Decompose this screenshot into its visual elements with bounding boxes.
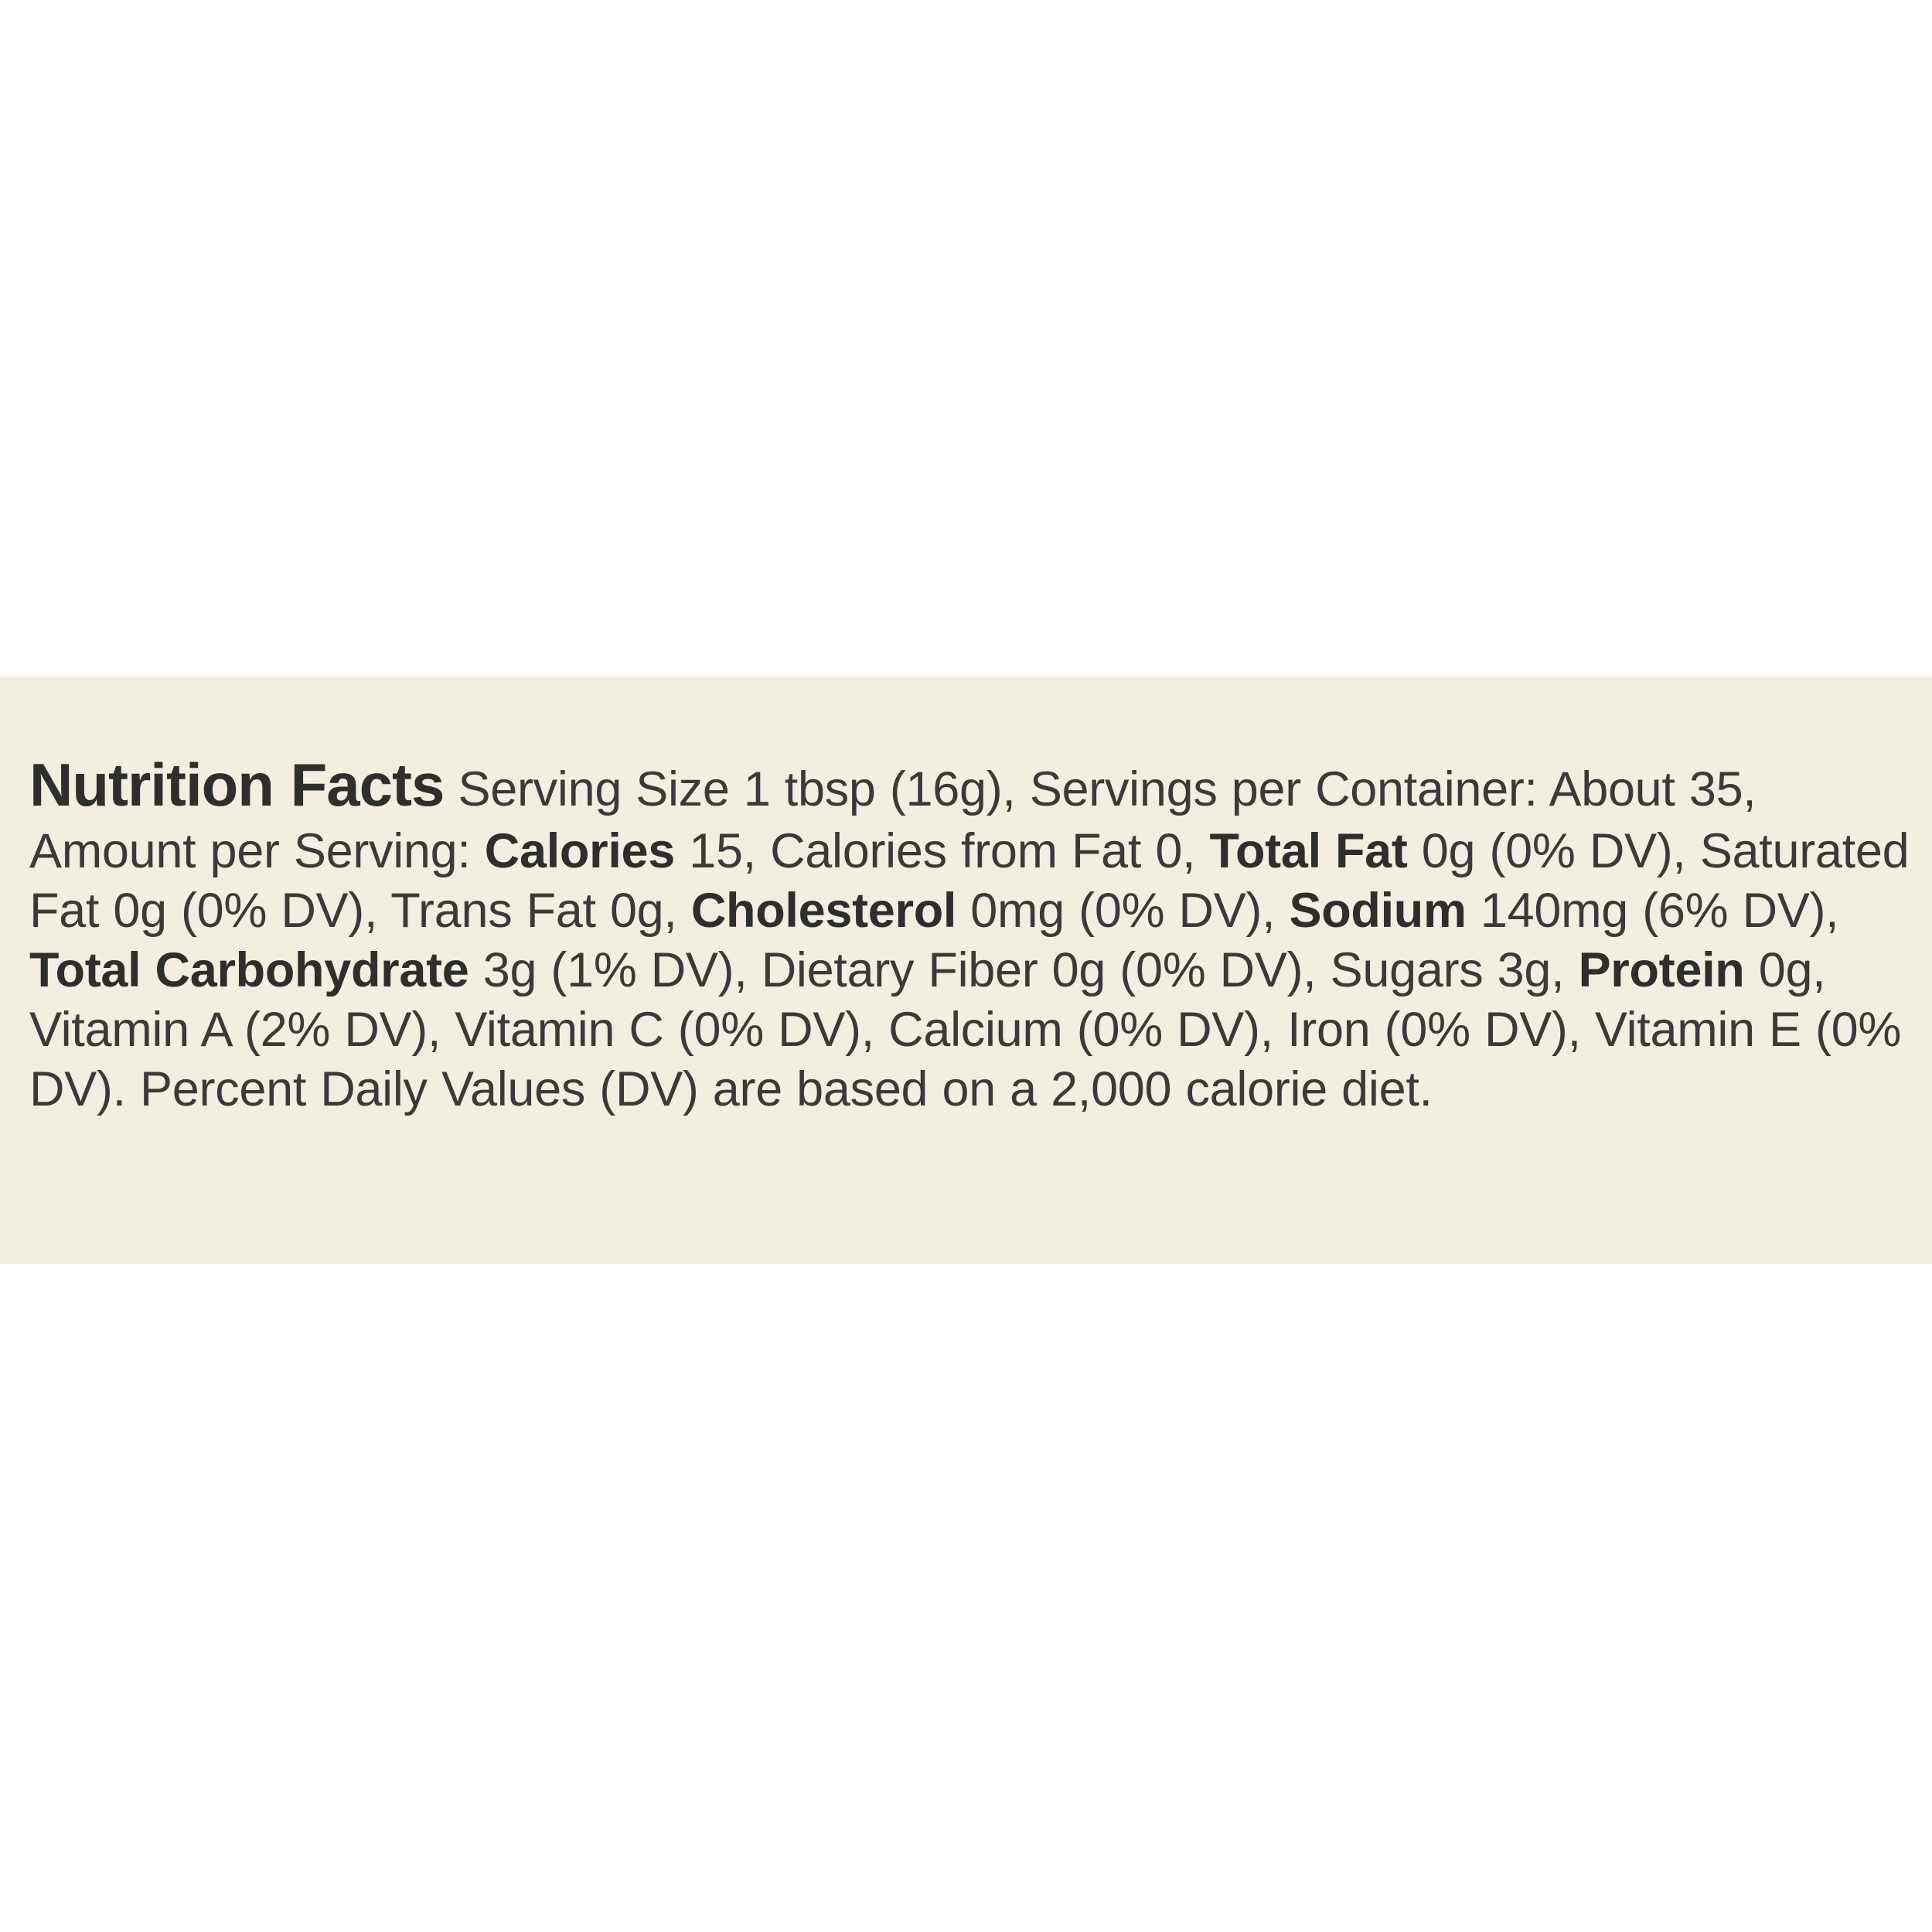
nutrition-facts-content xyxy=(29,700,1917,1167)
nutrient-values: Serving Size 1 tbsp (16g), Servings per Container: About 35, Amount per Serving: xyxy=(29,762,1757,879)
nutrient-name: Cholesterol xyxy=(690,884,957,939)
nutrient-values: 0g (0% DV), Saturated Fat 0g (0% DV), Trans Fat 0g, xyxy=(29,824,1910,939)
nutrient-name: Sodium xyxy=(1289,884,1467,939)
nutrient-name: Total Fat xyxy=(1209,824,1408,879)
nutrient-values: 3g (1% DV), Dietary Fiber 0g (0% DV), Sugars 3g, xyxy=(469,942,1579,997)
nutrient-name: Calories xyxy=(484,824,676,879)
nutrient-name: Total Carbohydrate xyxy=(29,942,469,997)
nutrition-facts-panel xyxy=(0,676,1932,1264)
nutrient-values: 0g, Vitamin A (2% DV), Vitamin C (0% DV), Calcium (0% DV), Iron (0% DV), Vitamin E (0% DV). Percent Daily Values (DV) are based on a 2,000 calorie diet. xyxy=(29,942,1902,1116)
nutrition-facts-paragraph xyxy=(29,748,1917,1119)
nutrient-name: Protein xyxy=(1578,942,1745,997)
nutrient-values: 15, Calories from Fat 0, xyxy=(675,824,1210,879)
nutrition-facts-title: Nutrition Facts xyxy=(29,751,445,819)
nutrient-values: 0mg (0% DV), xyxy=(956,884,1290,939)
nutrient-values: 140mg (6% DV), xyxy=(1466,884,1839,939)
